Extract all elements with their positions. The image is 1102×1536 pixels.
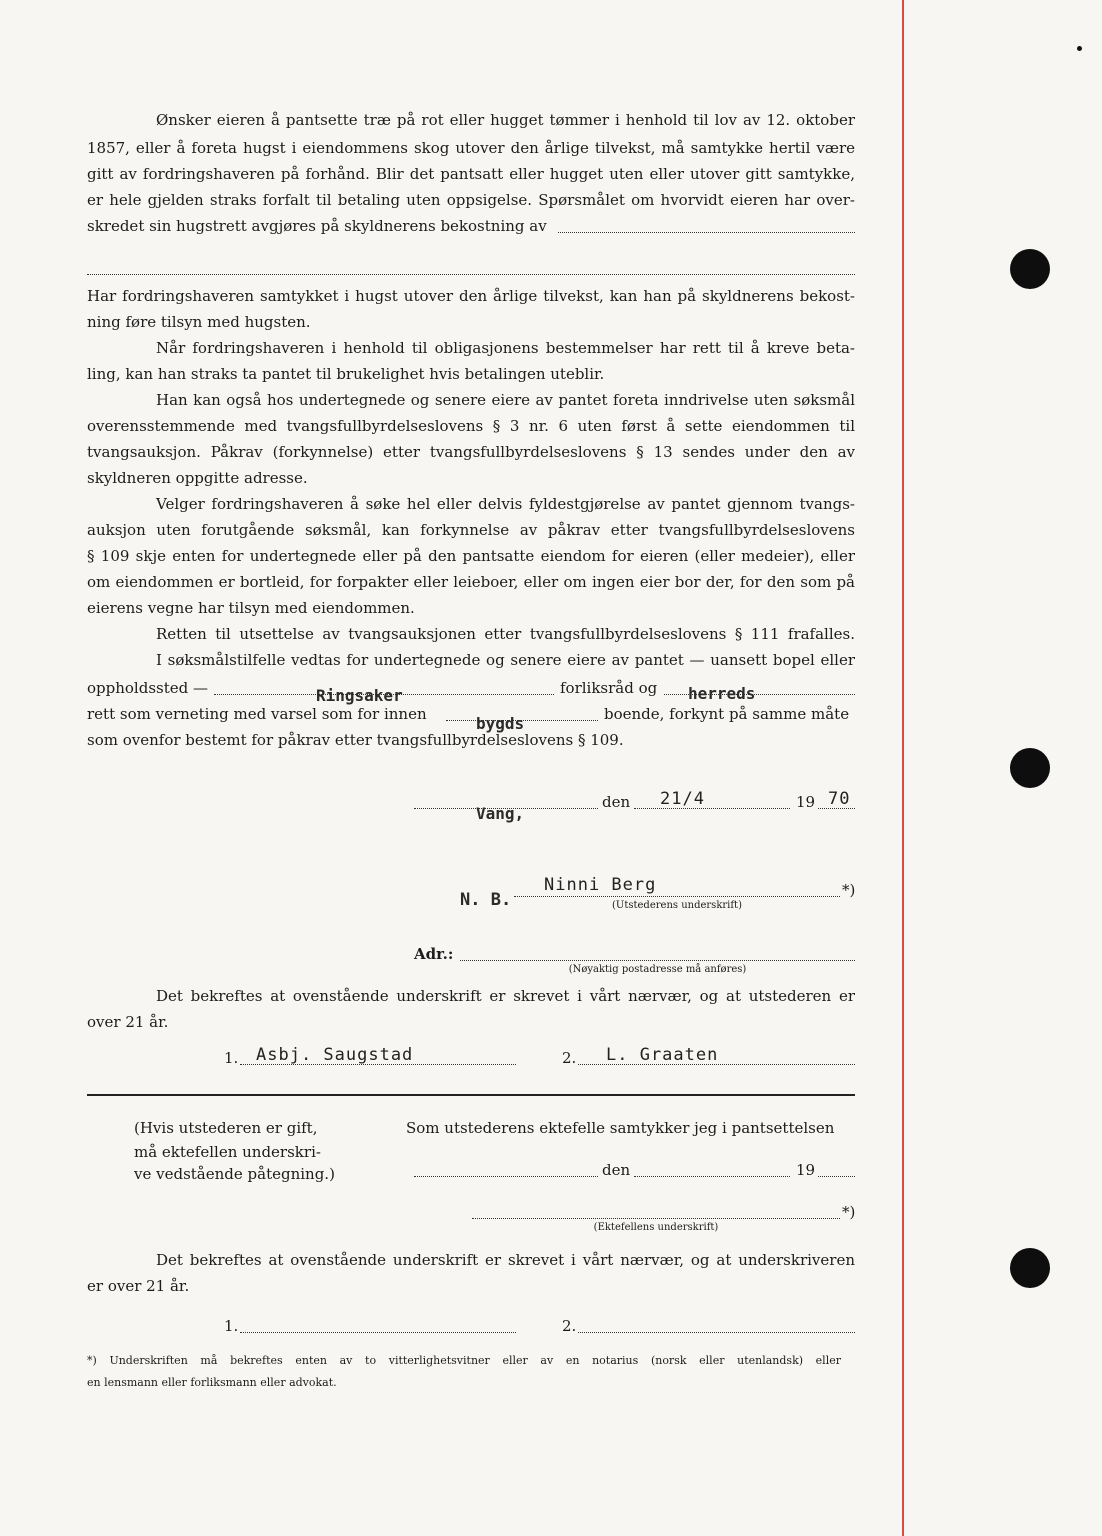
text-line: Velger fordringshaveren å søke hel eller delvis fyldestgjørelse av pantet gjennom tvangs- xyxy=(156,495,855,513)
stamp-ringsaker: Ringsaker xyxy=(316,686,403,705)
witness-number: 2. xyxy=(562,1317,577,1335)
text-line: skredet sin hugstrett avgjøres på skyldnerens bekostning av xyxy=(87,217,547,235)
spouse-note-line: (Hvis utstederen er gift, xyxy=(134,1119,318,1137)
witness-line xyxy=(578,1332,855,1333)
text-line: boende, forkynt på samme måte xyxy=(604,705,850,723)
footnote-line: *) Underskriften må bekreftes enten av to vitterlighetsvitner eller av en notarius (norsk eller utenlandsk) eller xyxy=(87,1354,841,1367)
fill-in-line xyxy=(634,1176,790,1177)
stamp-nb: N. B. xyxy=(460,890,512,910)
spouse-signature-line xyxy=(472,1218,840,1219)
asterisk-mark: *) xyxy=(842,1203,856,1221)
punch-hole-top xyxy=(1010,249,1050,289)
text-line: ling, kan han straks ta pantet til brukelighet hvis betalingen uteblir. xyxy=(87,365,605,383)
year-value: 70 xyxy=(828,789,851,809)
text-line: Det bekreftes at ovenstående underskrift er skrevet i vårt nærvær, og at utstederen er xyxy=(156,987,855,1005)
text-line: § 109 skje enten for undertegnede eller på den pantsatte eiendom for eieren (eller medeier), eller xyxy=(87,547,855,565)
year-prefix: 19 xyxy=(796,1161,816,1179)
fill-in-line xyxy=(634,808,790,809)
text-line: Det bekreftes at ovenstående underskrift er skrevet i vårt nærvær, og at underskriveren xyxy=(156,1251,855,1269)
date-value: 21/4 xyxy=(660,789,705,809)
text-line: auksjon uten forutgående søksmål, kan forkynnelse av påkrav etter tvangsfullbyrdelseslovens xyxy=(87,521,855,539)
spouse-signature-caption: (Ektefellens underskrift) xyxy=(593,1222,719,1233)
date-label: den xyxy=(602,1161,631,1179)
text-line: som ovenfor bestemt for påkrav etter tvangsfullbyrdelseslovens § 109. xyxy=(87,731,624,749)
text-line: 1857, eller å foreta hugst i eiendommens skog utover den årlige tilvekst, må samtykke hertil være xyxy=(87,139,855,157)
text-line: oppholdssted — xyxy=(87,679,208,697)
fill-in-line xyxy=(87,274,855,275)
address-caption: (Nøyaktig postadresse må anføres) xyxy=(568,964,747,975)
witness-number: 2. xyxy=(562,1049,577,1067)
text-line: om eiendommen er bortleid, for forpakter eller leieboer, eller om ingen eier bor der, for den som på xyxy=(87,573,855,591)
stamp-herreds: herreds xyxy=(688,684,756,703)
signature-caption: (Utstederens underskrift) xyxy=(612,900,742,911)
asterisk-mark: *) xyxy=(842,881,856,899)
address-line xyxy=(460,960,855,961)
text-line: tvangsauksjon. Påkrav (forkynnelse) etter tvangsfullbyrdelseslovens § 13 sendes under den av xyxy=(87,443,855,461)
footnote-line: en lensmann eller forliksmann eller advokat. xyxy=(87,1376,337,1389)
fill-in-line xyxy=(558,232,855,233)
text-line: skyldneren oppgitte adresse. xyxy=(87,469,308,487)
signature-line xyxy=(514,896,840,897)
witness-signature: L. Graaten xyxy=(606,1045,719,1065)
text-line: Ønsker eieren å pantsette træ på rot eller hugget tømmer i henhold til lov av 12. oktober xyxy=(156,111,855,129)
text-line: er hele gjelden straks forfalt til betaling uten oppsigelse. Spørsmålet om hvorvidt eieren har over- xyxy=(87,191,855,209)
text-line: Han kan også hos undertegnede og senere eiere av pantet foreta inndrivelse uten søksmål xyxy=(156,391,855,409)
text-line: rett som verneting med varsel som for innen xyxy=(87,705,427,723)
stamp-place: Vang, xyxy=(476,804,525,823)
text-line: eierens vegne har tilsyn med eiendommen. xyxy=(87,599,415,617)
text-line: over 21 år. xyxy=(87,1013,169,1031)
text-line: gitt av fordringshaveren på forhånd. Blir det pantsatt eller hugget uten eller utover gitt samtykke, xyxy=(87,165,855,183)
punch-hole-middle xyxy=(1010,748,1050,788)
text-line: I søksmålstilfelle vedtas for undertegnede og senere eiere av pantet — uansett bopel eller xyxy=(156,651,855,669)
text-line: Retten til utsettelse av tvangsauksjonen etter tvangsfullbyrdelseslovens § 111 frafalles. xyxy=(156,625,855,643)
address-label: Adr.: xyxy=(414,945,454,963)
text-line: forliksråd og xyxy=(560,679,658,697)
witness-line xyxy=(240,1332,516,1333)
witness-number: 1. xyxy=(224,1317,239,1335)
date-label: den xyxy=(602,793,631,811)
punch-hole-bottom xyxy=(1010,1248,1050,1288)
corner-mark xyxy=(1077,46,1082,51)
section-divider xyxy=(87,1094,855,1096)
text-line: Når fordringshaveren i henhold til obligasjonens bestemmelser har rett til å kreve beta- xyxy=(156,339,855,357)
stamp-bygds: bygds xyxy=(476,714,525,733)
fill-in-line xyxy=(414,1176,598,1177)
text-line: overensstemmende med tvangsfullbyrdelseslovens § 3 nr. 6 uten først å sette eiendommen til xyxy=(87,417,855,435)
spouse-note-line: ve vedstående påtegning.) xyxy=(134,1165,335,1183)
text-line: Har fordringshaveren samtykket i hugst utover den årlige tilvekst, kan han på skyldnerens bekost- xyxy=(87,287,855,305)
spouse-consent-text: Som utstederens ektefelle samtykker jeg i pantsettelsen xyxy=(406,1119,835,1137)
issuer-signature: Ninni Berg xyxy=(544,875,657,895)
text-line: er over 21 år. xyxy=(87,1277,190,1295)
text-line: ning føre tilsyn med hugsten. xyxy=(87,313,311,331)
spouse-note-line: må ektefellen underskri- xyxy=(134,1143,321,1161)
witness-number: 1. xyxy=(224,1049,239,1067)
witness-signature: Asbj. Saugstad xyxy=(256,1045,414,1065)
red-margin-line xyxy=(902,0,904,1536)
fill-in-line xyxy=(818,1176,855,1177)
year-prefix: 19 xyxy=(796,793,816,811)
